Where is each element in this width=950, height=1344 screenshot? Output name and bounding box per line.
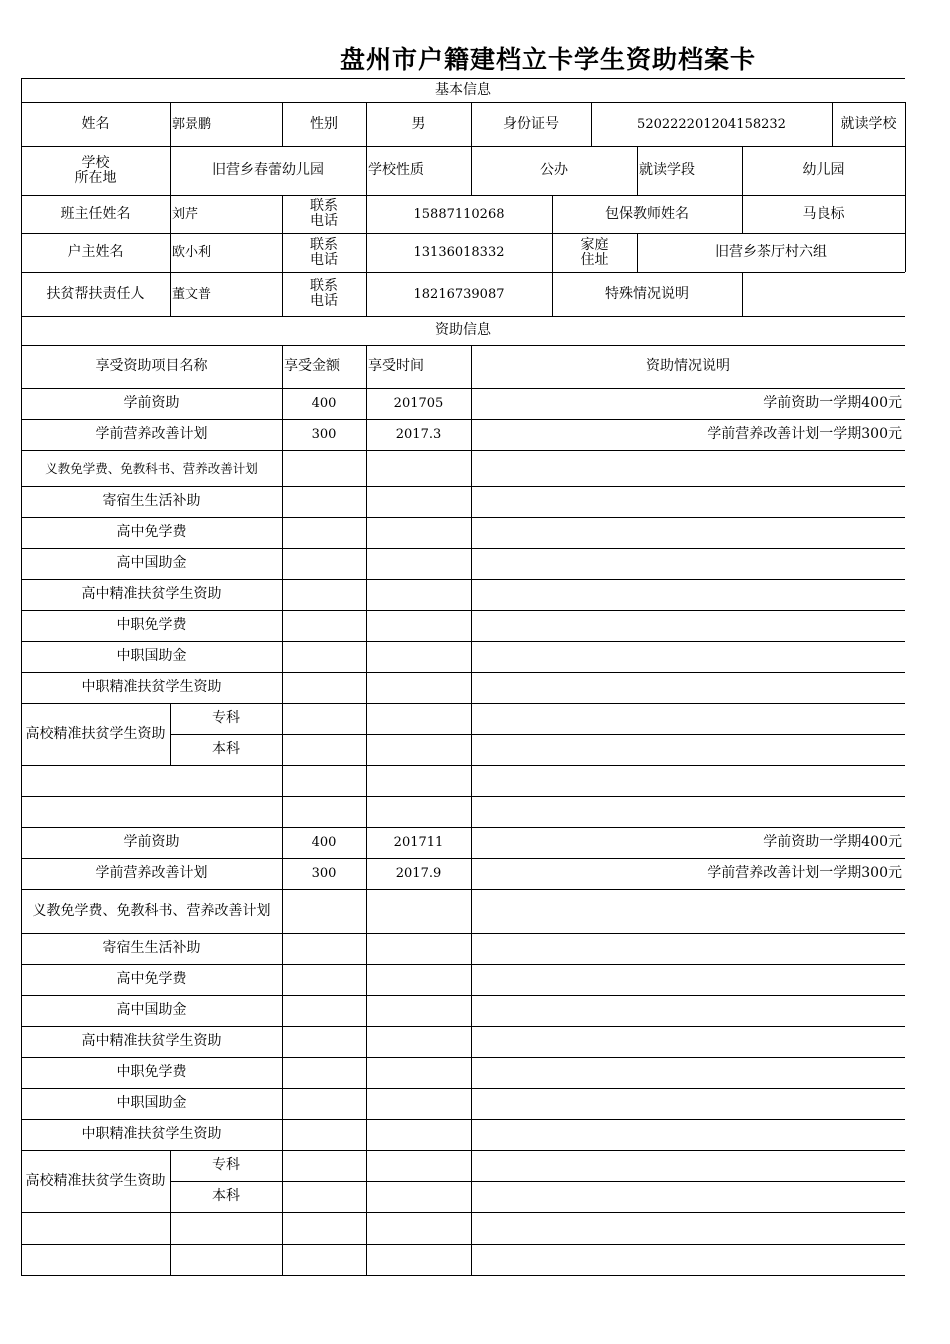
school-label: 就读学校 <box>840 115 897 132</box>
aid-item: 中职精准扶贫学生资助 <box>81 679 222 695</box>
college-sub-junior: 专科 <box>212 1157 240 1173</box>
gender-label: 性别 <box>310 115 338 132</box>
householder-phone-label: 联系 电话 <box>310 236 338 268</box>
stage-value: 幼儿园 <box>802 162 845 178</box>
aid-amount <box>282 1026 366 1057</box>
col-time-header: 享受时间 <box>368 358 424 374</box>
aid-amount <box>282 450 366 486</box>
grid-line <box>905 102 906 146</box>
college-label: 高校精准扶贫学生资助 <box>25 1172 166 1189</box>
aid-time: 2017.3 <box>395 427 442 442</box>
aid-item: 高中免学费 <box>116 524 187 540</box>
aid-desc <box>471 548 905 579</box>
gender-value: 男 <box>411 115 426 132</box>
aid-amount: 300 <box>311 866 337 881</box>
aid-time <box>366 1026 471 1057</box>
aid-amount <box>282 1088 366 1119</box>
aid-time <box>366 1057 471 1088</box>
college-sub-junior: 专科 <box>212 710 240 726</box>
college-sub-undergrad: 本科 <box>212 1188 240 1204</box>
grid-line <box>282 765 283 827</box>
school-type-label: 学校性质 <box>368 162 424 178</box>
col-desc-header: 资助情况说明 <box>646 358 730 374</box>
address-label: 家庭 住址 <box>580 236 609 268</box>
grid-line <box>21 1244 905 1245</box>
householder-label: 户主姓名 <box>67 244 124 260</box>
aid-item: 高中精准扶贫学生资助 <box>81 586 222 602</box>
id-label: 身份证号 <box>503 115 559 132</box>
grid-line <box>21 1275 905 1276</box>
aid-item: 高中免学费 <box>116 971 187 987</box>
grid-line <box>366 765 367 827</box>
aid-time <box>366 1119 471 1150</box>
aid-info-header: 资助信息 <box>435 322 491 338</box>
householder-value: 欧小利 <box>172 245 212 260</box>
aid-time <box>366 486 471 517</box>
grid-line <box>471 765 472 827</box>
aid-amount <box>282 548 366 579</box>
aid-desc <box>471 1088 905 1119</box>
aid-time <box>366 933 471 964</box>
aid-time <box>366 672 471 703</box>
aid-item: 寄宿生生活补助 <box>102 493 201 509</box>
grid-line <box>471 1212 472 1275</box>
aid-desc <box>471 1026 905 1057</box>
aid-amount <box>282 933 366 964</box>
grid-line <box>905 195 906 233</box>
grid-line <box>905 146 906 195</box>
aid-desc <box>471 450 905 486</box>
col-item-header: 享受资助项目名称 <box>95 358 208 374</box>
aid-amount <box>282 641 366 672</box>
aid-item: 学前资助 <box>123 395 180 411</box>
grid-line <box>366 1212 367 1275</box>
aid-amount <box>282 672 366 703</box>
aid-desc <box>471 964 905 995</box>
aid-time <box>366 450 471 486</box>
aid-item: 中职免学费 <box>116 617 187 633</box>
name-value: 郭景鹏 <box>172 116 212 132</box>
aid-amount <box>282 889 366 933</box>
bao-teacher-label: 包保教师姓名 <box>605 205 689 222</box>
teacher-value: 刘芹 <box>172 206 199 222</box>
aid-time <box>366 995 471 1026</box>
aid-time: 2017.9 <box>395 866 442 881</box>
aid-amount: 400 <box>311 396 337 411</box>
aid-item: 学前资助 <box>123 834 180 850</box>
grid-line <box>21 765 905 766</box>
school-location-label: 学校 所在地 <box>74 154 117 186</box>
aid-amount <box>282 995 366 1026</box>
aid-amount <box>282 486 366 517</box>
aid-desc <box>471 672 905 703</box>
aid-desc <box>471 579 905 610</box>
grid-line <box>282 1212 283 1275</box>
aid-amount <box>282 579 366 610</box>
aid-amount: 300 <box>311 427 337 442</box>
aid-desc <box>471 641 905 672</box>
name-label: 姓名 <box>81 115 110 132</box>
basic-info-header: 基本信息 <box>435 82 491 98</box>
teacher-phone-label: 联系 电话 <box>310 198 338 229</box>
aid-desc: 学前资助一学期400元 <box>763 834 902 850</box>
aid-item: 寄宿生生活补助 <box>102 940 201 956</box>
aid-desc <box>471 610 905 641</box>
teacher-label: 班主任姓名 <box>60 205 131 222</box>
aid-time <box>366 889 471 933</box>
aid-item: 义教免学费、免教科书、营养改善计划 <box>45 460 258 476</box>
aid-time <box>366 1088 471 1119</box>
aid-time <box>366 579 471 610</box>
stage-label: 就读学段 <box>639 162 695 178</box>
helper-phone-label: 联系 电话 <box>310 278 338 309</box>
aid-item: 义教免学费、免教科书、营养改善计划 <box>32 902 271 919</box>
college-sub-undergrad: 本科 <box>212 741 240 757</box>
aid-item: 高中国助金 <box>116 1002 187 1018</box>
aid-amount: 400 <box>311 835 337 850</box>
helper-phone: 18216739087 <box>413 286 505 302</box>
aid-desc <box>471 995 905 1026</box>
school-value: 旧营乡春蕾幼儿园 <box>212 162 324 178</box>
aid-amount <box>282 964 366 995</box>
aid-item: 中职国助金 <box>116 648 187 664</box>
aid-item: 学前营养改善计划 <box>95 865 208 881</box>
address-value: 旧营乡茶厅村六组 <box>715 244 827 260</box>
aid-desc: 学前营养改善计划一学期300元 <box>707 426 902 442</box>
grid-line <box>905 233 906 272</box>
aid-desc <box>471 1119 905 1150</box>
householder-phone: 13136018332 <box>413 245 505 260</box>
aid-desc: 学前营养改善计划一学期300元 <box>707 865 902 881</box>
aid-item: 中职国助金 <box>116 1095 187 1111</box>
page-title: 盘州市户籍建档立卡学生资助档案卡 <box>340 45 757 74</box>
aid-desc <box>471 486 905 517</box>
bao-teacher-value: 马良标 <box>802 205 845 222</box>
college-label: 高校精准扶贫学生资助 <box>25 725 166 742</box>
aid-desc <box>471 517 905 548</box>
helper-value: 董文普 <box>172 286 212 302</box>
school-type-value: 公办 <box>540 162 568 178</box>
aid-desc <box>471 889 905 933</box>
teacher-phone: 15887110268 <box>413 206 505 222</box>
aid-desc <box>471 933 905 964</box>
aid-item: 学前营养改善计划 <box>95 426 208 442</box>
col-amount-header: 享受金额 <box>284 358 340 374</box>
grid-line <box>170 1212 171 1275</box>
special-label: 特殊情况说明 <box>605 285 689 302</box>
aid-item: 高中精准扶贫学生资助 <box>81 1033 222 1049</box>
grid-line <box>21 796 905 797</box>
aid-desc: 学前资助一学期400元 <box>763 395 902 411</box>
grid-line <box>21 1212 905 1213</box>
aid-amount <box>282 1057 366 1088</box>
aid-time <box>366 964 471 995</box>
aid-time: 201711 <box>393 835 444 850</box>
aid-desc <box>471 1057 905 1088</box>
aid-amount <box>282 1119 366 1150</box>
aid-amount <box>282 610 366 641</box>
aid-item: 中职免学费 <box>116 1064 187 1080</box>
aid-item: 高中国助金 <box>116 555 187 571</box>
aid-time: 201705 <box>393 396 444 411</box>
id-value: 520222201204158232 <box>637 116 786 132</box>
aid-time <box>366 610 471 641</box>
helper-label: 扶贫帮扶责任人 <box>46 285 145 302</box>
special-value <box>742 272 905 316</box>
aid-item: 中职精准扶贫学生资助 <box>81 1126 222 1142</box>
aid-time <box>366 517 471 548</box>
aid-amount <box>282 517 366 548</box>
aid-time <box>366 548 471 579</box>
aid-time <box>366 641 471 672</box>
